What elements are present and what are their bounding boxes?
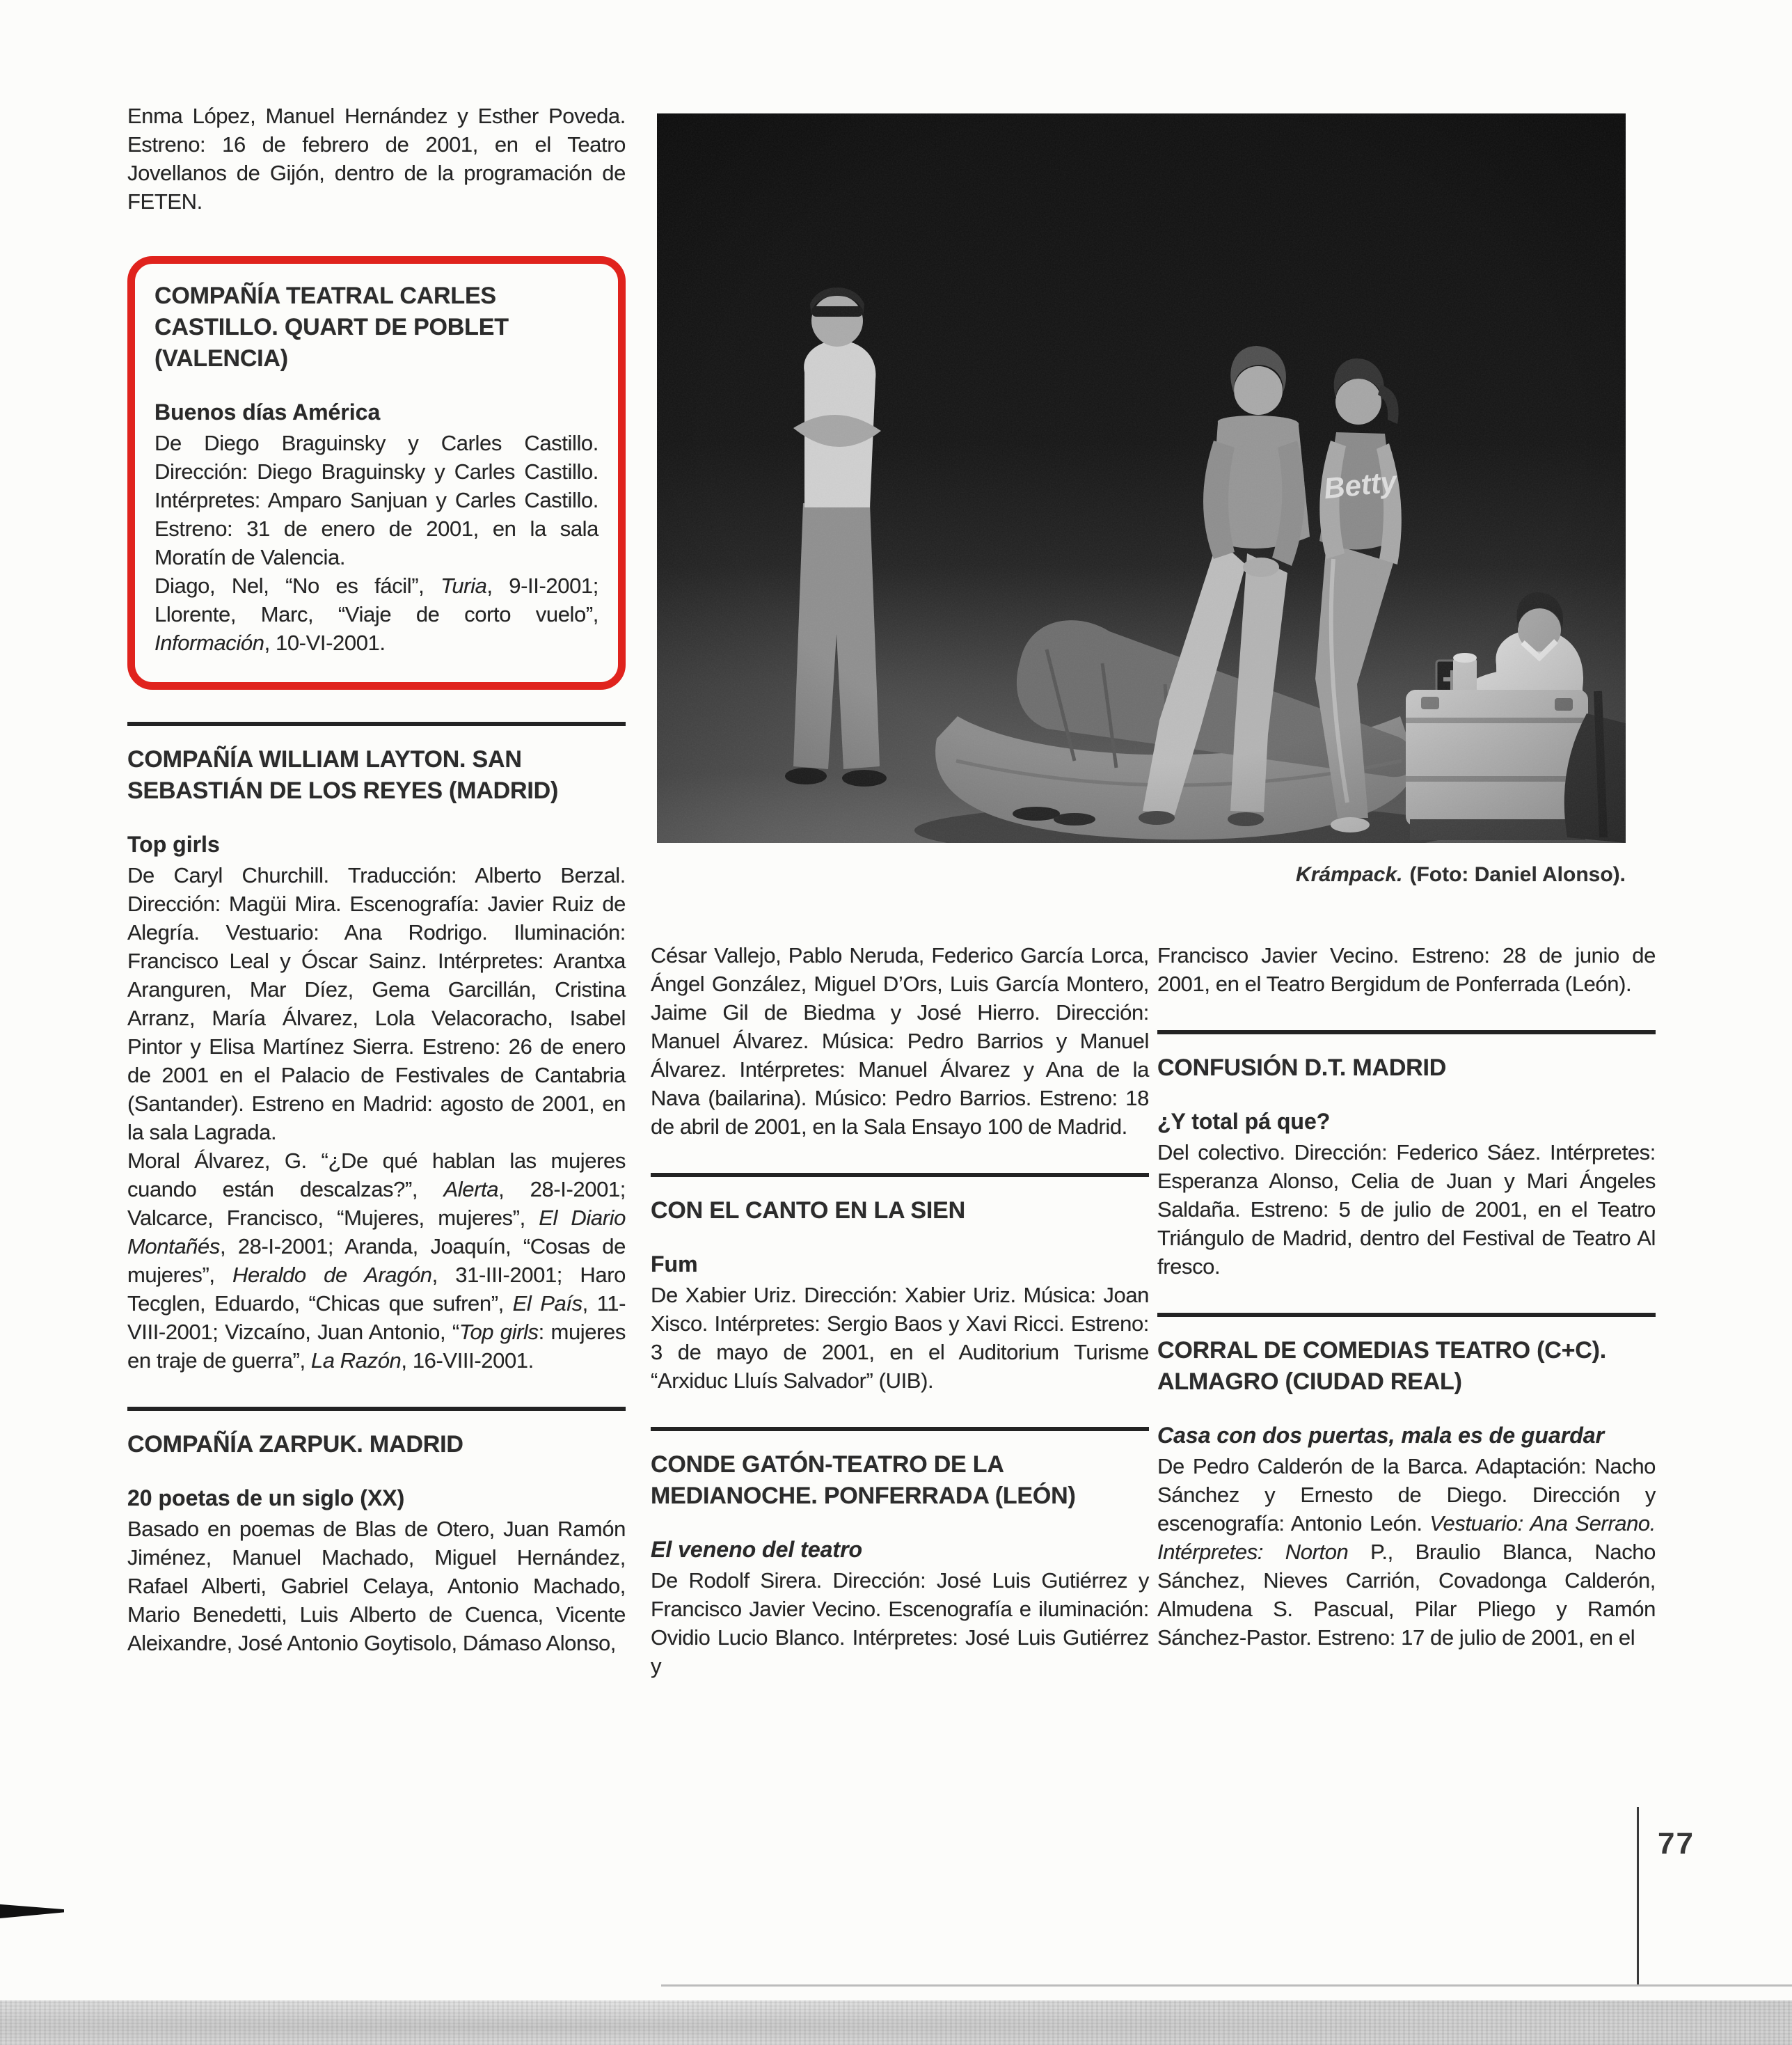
company-header: CONFUSIÓN D.T. MADRID bbox=[1157, 1055, 1447, 1081]
italic-text-run: Información bbox=[154, 631, 264, 655]
page-number: 77 bbox=[1658, 1826, 1695, 1861]
text-run: De Pedro Calderón de la Barca. Adaptación: Nacho Sánchez y Ernesto de Diego. Dirección y escenografía: Antonio León. bbox=[1157, 1454, 1656, 1535]
text-run: , 16-VIII-2001. bbox=[401, 1348, 534, 1373]
italic-text-run: Turia bbox=[441, 574, 487, 598]
entry-paragraph bbox=[154, 429, 598, 571]
entry-paragraph bbox=[154, 571, 598, 657]
text-run: Diago, Nel, “No es fácil”, bbox=[154, 574, 441, 598]
text-run: De Caryl Churchill. Traducción: Alberto Berzal. Dirección: Magüi Mira. Escenografía: Javier Ruiz de Alegría. Vestuario: Ana Rodrigo. Iluminación: Francisco Leal y Óscar Sainz. Intérpretes: Arantxa Aranguren, Mar Díez, Gema Garcillán, Cristina Arranz, María Álvarez, Lola Velacoracho, Isabel Pintor y Elisa Martínez Sierra. Estreno: 26 de enero de 2001 en el Palacio de Festivales de Cantabria (Santander). Estreno en Madrid: agosto de 2001, en la sala Lagrada. bbox=[127, 863, 626, 1144]
entry-paragraph bbox=[1157, 1138, 1656, 1281]
company-header: CONDE GATÓN-TEATRO DE LA MEDIANOCHE. PONFERRADA (LEÓN) bbox=[651, 1451, 1076, 1509]
text-run: Del colectivo. Dirección: Federico Sáez. Intérpretes: Esperanza Alonso, Celia de Juan y Mari Ángeles Saldaña. Estreno: 5 de julio de 2001, en el Teatro Triángulo de Madrid, dentro del Festival de Teatro Al fresco. bbox=[1157, 1140, 1656, 1279]
text-run: , 10-VI-2001. bbox=[264, 631, 386, 655]
work-title: El veneno del teatro bbox=[651, 1537, 863, 1562]
entry-paragraph bbox=[127, 1146, 626, 1375]
work-title: Top girls bbox=[127, 832, 220, 857]
photo-grain bbox=[657, 113, 1626, 843]
italic-text-run: La Razón bbox=[310, 1348, 402, 1373]
entry-paragraph bbox=[651, 1281, 1149, 1395]
text-run: , 28-I-2001; Valcarce, Francisco, “Mujeres, mujeres”, bbox=[127, 1177, 626, 1230]
entry-paragraph bbox=[651, 941, 1149, 1141]
text-run: Enma López, Manuel Hernández y Esther Poveda. Estreno: 16 de febrero de 2001, en el Teatro Jovellanos de Gijón, dentro de la programación de FETEN. bbox=[127, 104, 626, 214]
section-divider bbox=[127, 1407, 626, 1411]
column-middle bbox=[651, 941, 1149, 1680]
company-header: CORRAL DE COMEDIAS TEATRO (C+C). ALMAGRO (CIUDAD REAL) bbox=[1157, 1337, 1606, 1395]
italic-text-run: Vestuario: Ana Serrano. Intérpretes: Norton bbox=[1157, 1511, 1656, 1564]
section-divider bbox=[651, 1427, 1149, 1431]
text-run: Moral Álvarez, G. “¿De qué hablan las mujeres cuando están descalzas?”, bbox=[127, 1148, 626, 1201]
entry-paragraph bbox=[127, 102, 626, 216]
text-run: Francisco Javier Vecino. Estreno: 28 de junio de 2001, en el Teatro Bergidum de Ponferrada (León). bbox=[1157, 943, 1656, 996]
photo-caption bbox=[657, 863, 1626, 887]
text-run: , 11-VIII-2001; Vizcaíno, Juan Antonio, “ bbox=[127, 1291, 626, 1344]
scan-corner-mark bbox=[0, 1902, 64, 1919]
text-run: César Vallejo, Pablo Neruda, Federico García Lorca, Ángel González, Miguel D’Ors, Luis García Montero, Jaime Gil de Biedma y José Hierro. Dirección: Manuel Álvarez. Música: Pedro Barrios y Manuel Álvarez. Intérpretes: Manuel Álvarez y Ana de la Nava (bailarina). Músico: Pedro Barrios. Estreno: 18 de abril de 2001, en la Sala Ensayo 100 de Madrid. bbox=[651, 943, 1149, 1139]
italic-text-run: Alerta bbox=[443, 1177, 499, 1201]
column-left bbox=[127, 102, 626, 1657]
photo-caption-title: Krámpack. bbox=[1296, 863, 1403, 886]
text-run: , 31-III-2001; Haro Tecglen, Eduardo, “Chicas que sufren”, bbox=[127, 1263, 626, 1316]
production-photo bbox=[657, 113, 1626, 843]
section-divider bbox=[651, 1173, 1149, 1177]
text-run: , 28-I-2001; Aranda, Joaquín, “Cosas de mujeres”, bbox=[127, 1234, 626, 1287]
work-title: Buenos días América bbox=[154, 400, 381, 425]
page-number-rule bbox=[1637, 1807, 1639, 1985]
entry-paragraph bbox=[127, 1515, 626, 1657]
work-title: Fum bbox=[651, 1252, 698, 1277]
entry-paragraph bbox=[1157, 1452, 1656, 1652]
text-run: , 9-II-2001; Llorente, Marc, “Viaje de corto vuelo”, bbox=[154, 574, 598, 626]
production-photo-svg bbox=[657, 113, 1626, 843]
text-run: P., Braulio Blanca, Nacho Sánchez, Nieves Carrión, Covadonga Calderón, Almudena S. Pascual, Pilar Pliego y Ramón Sánchez-Pastor. Estreno: 17 de julio de 2001, en el bbox=[1157, 1540, 1656, 1650]
entry-paragraph bbox=[1157, 941, 1656, 998]
italic-text-run: El Diario Montañés bbox=[127, 1206, 626, 1258]
entry-paragraph bbox=[651, 1566, 1149, 1680]
work-title: ¿Y total pá que? bbox=[1157, 1109, 1331, 1134]
column-right bbox=[1157, 941, 1656, 1652]
text-run: De Xabier Uriz. Dirección: Xabier Uriz. Música: Joan Xisco. Intérpretes: Sergio Baos y Xavi Ricci. Estreno: 3 de mayo de 2001, en el Auditorium Turisme “Arxiduc Lluís Salvador” (UIB). bbox=[651, 1283, 1149, 1393]
text-run: : mujeres en traje de guerra”, bbox=[127, 1320, 626, 1373]
italic-text-run: Heraldo de Aragón bbox=[232, 1263, 432, 1287]
work-title: 20 poetas de un siglo (XX) bbox=[127, 1485, 405, 1510]
company-header: COMPAÑÍA ZARPUK. MADRID bbox=[127, 1431, 463, 1458]
scan-bottom-line bbox=[661, 1984, 1792, 1987]
section-divider bbox=[127, 722, 626, 726]
italic-text-run: Top girls bbox=[459, 1320, 539, 1344]
photo-caption-credit: (Foto: Daniel Alonso). bbox=[1409, 863, 1626, 886]
scan-noise-band bbox=[0, 2000, 1792, 2045]
text-run: Basado en poemas de Blas de Otero, Juan Ramón Jiménez, Manuel Machado, Miguel Hernández, Rafael Alberti, Gabriel Celaya, Antonio Machado, Mario Benedetti, Luis Alberto de Cuenca, Vicente Aleixandre, José Antonio Goytisolo, Dámaso Alonso, bbox=[127, 1517, 626, 1655]
italic-text-run: El País bbox=[512, 1291, 582, 1316]
company-header: COMPAÑÍA WILLIAM LAYTON. SAN SEBASTIÁN DE LOS REYES (MADRID) bbox=[127, 746, 559, 804]
highlighted-entry-box bbox=[127, 256, 626, 690]
company-header: CON EL CANTO EN LA SIEN bbox=[651, 1197, 965, 1224]
work-title: Casa con dos puertas, mala es de guardar bbox=[1157, 1423, 1605, 1448]
text-run: De Rodolf Sirera. Dirección: José Luis Gutiérrez y Francisco Javier Vecino. Escenografía e iluminación: Ovidio Lucio Blanco. Intérpretes: José Luis Gutiérrez y bbox=[651, 1568, 1149, 1678]
entry-paragraph bbox=[127, 861, 626, 1146]
section-divider bbox=[1157, 1030, 1656, 1034]
text-run: De Diego Braguinsky y Carles Castillo. Dirección: Diego Braguinsky y Carles Castillo. Intérpretes: Amparo Sanjuan y Carles Castillo. Estreno: 31 de enero de 2001, en la sala Moratín de Valencia. bbox=[154, 431, 598, 569]
company-header: COMPAÑÍA TEATRAL CARLES CASTILLO. QUART DE POBLET (VALENCIA) bbox=[154, 283, 509, 372]
section-divider bbox=[1157, 1313, 1656, 1317]
